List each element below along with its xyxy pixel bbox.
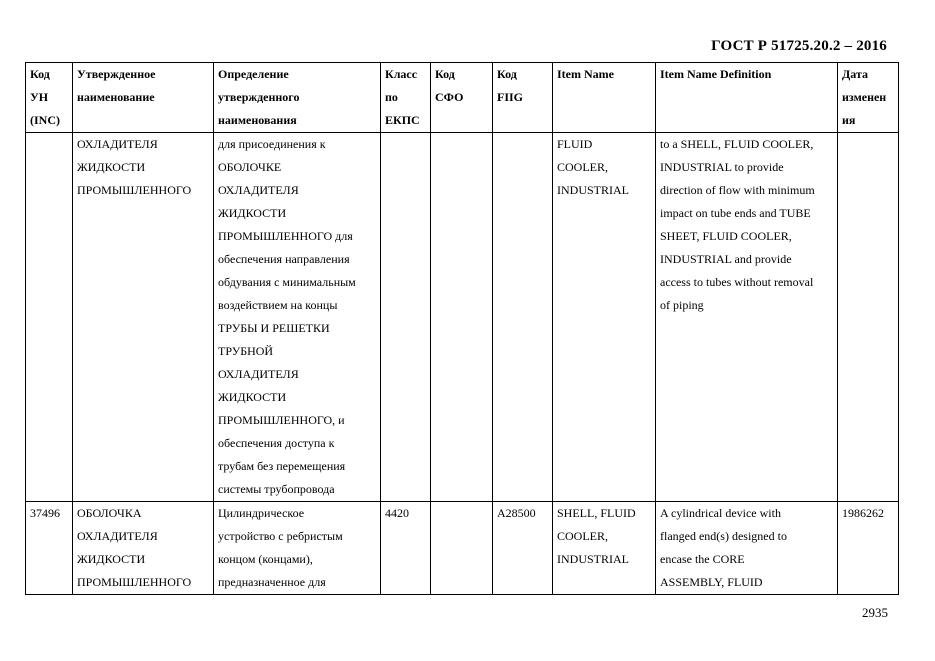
- cell-definition: для присоединения к ОБОЛОЧКЕ ОХЛАДИТЕЛЯ ЖИДКОСТИ ПРОМЫШЛЕННОГО для обеспечения направления обдувания с минимальным воздействием на концы ТРУБЫ И РЕШЕТКИ ТРУБНОЙ ОХЛАДИТЕЛЯ ЖИДКОСТИ ПРОМЫШЛЕННОГО, и обеспечения доступа к трубам без перемещения системы трубопровода: [214, 133, 381, 502]
- cell-code: 37496: [26, 502, 73, 595]
- cell-item-name: SHELL, FLUID COOLER, INDUSTRIAL: [553, 502, 656, 595]
- cell-approved-name: ОБОЛОЧКА ОХЛАДИТЕЛЯ ЖИДКОСТИ ПРОМЫШЛЕННОГО: [73, 502, 214, 595]
- cell-fiig: A28500: [493, 502, 553, 595]
- classification-table: [25, 62, 899, 595]
- header-code-un: Код УН (INC): [26, 63, 73, 133]
- header-change-date: Дата изменен ия: [838, 63, 899, 133]
- cell-fiig: [493, 133, 553, 502]
- header-class-ekps: Класс по ЕКПС: [381, 63, 431, 133]
- document-title: ГОСТ Р 51725.20.2 – 2016: [711, 38, 887, 54]
- cell-sfo: [431, 133, 493, 502]
- table-row: [26, 133, 899, 502]
- header-item-name: Item Name: [553, 63, 656, 133]
- cell-approved-name: ОХЛАДИТЕЛЯ ЖИДКОСТИ ПРОМЫШЛЕННОГО: [73, 133, 214, 502]
- header-code-sfo: Код СФО: [431, 63, 493, 133]
- cell-code: [26, 133, 73, 502]
- cell-class: 4420: [381, 502, 431, 595]
- page-number: 2935: [862, 605, 888, 620]
- header-item-name-definition: Item Name Definition: [656, 63, 838, 133]
- header-approved-name: Утвержденное наименование: [73, 63, 214, 133]
- cell-item-name: FLUID COOLER, INDUSTRIAL: [553, 133, 656, 502]
- cell-date: [838, 133, 899, 502]
- table-row: [26, 502, 899, 595]
- cell-item-definition: A cylindrical device with flanged end(s) designed to encase the CORE ASSEMBLY, FLUID: [656, 502, 838, 595]
- header-name-definition: Определение утвержденного наименования: [214, 63, 381, 133]
- table-header-row: [26, 63, 899, 133]
- cell-date: 1986262: [838, 502, 899, 595]
- cell-sfo: [431, 502, 493, 595]
- header-code-fiig: Код FIIG: [493, 63, 553, 133]
- cell-definition: Цилиндрическое устройство с ребристым концом (концами), предназначенное для: [214, 502, 381, 595]
- cell-item-definition: to a SHELL, FLUID COOLER, INDUSTRIAL to provide direction of flow with minimum impact on tube ends and TUBE SHEET, FLUID COOLER, INDUSTRIAL and provide access to tubes without removal of piping: [656, 133, 838, 502]
- cell-class: [381, 133, 431, 502]
